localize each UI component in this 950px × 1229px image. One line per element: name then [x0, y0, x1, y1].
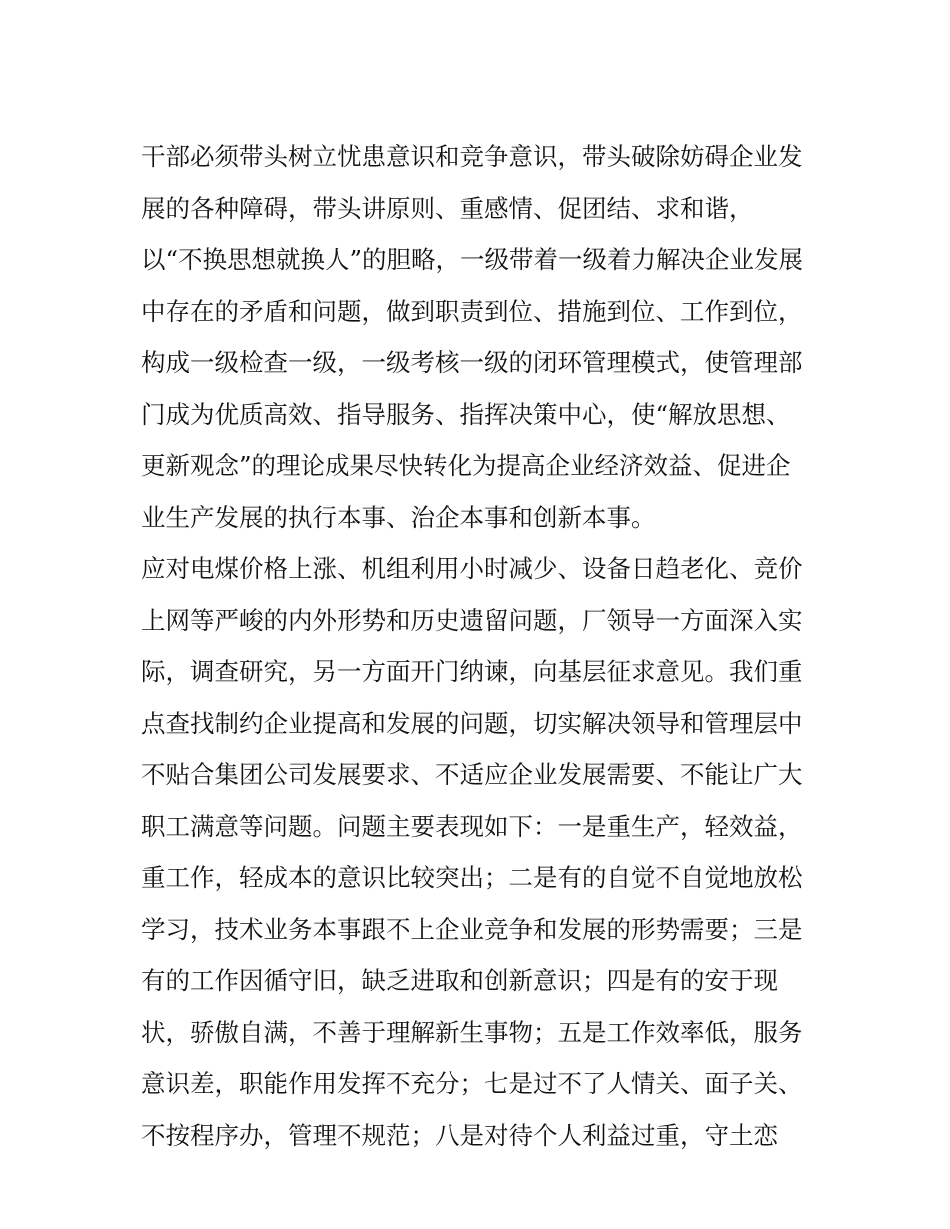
text-line: 有的工作因循守旧，缺乏进取和创新意识；四是有的安于现	[141, 966, 778, 995]
text-line: 构成一级检查一级，一级考核一级的闭环管理模式，使管理部	[141, 348, 803, 377]
text-line: 不按程序办，管理不规范；八是对待个人利益过重，守土恋	[141, 1120, 778, 1150]
text-line: 意识差，职能作用发挥不充分；七是过不了人情关、面子关、	[141, 1069, 803, 1098]
body-text	[141, 131, 821, 1161]
text-line: 重工作，轻成本的意识比较突出；二是有的自觉不自觉地放松	[141, 863, 803, 892]
text-line: 点查找制约企业提高和发展的问题，切实解决领导和管理层中	[141, 708, 803, 738]
text-line: 更新观念”的理论成果尽快转化为提高企业经济效益、促进企	[141, 451, 791, 480]
text-line: 上网等严峻的内外形势和历史遗留问题，厂领导一方面深入实	[141, 605, 803, 635]
text-line: 门成为优质高效、指导服务、指挥决策中心，使“解放思想、	[141, 399, 791, 429]
text-line: 际，调查研究，另一方面开门纳谏，向基层征求意见。我们重	[141, 657, 803, 686]
text-line: 干部必须带头树立忧患意识和竞争意识，带头破除妨碍企业发	[141, 142, 803, 171]
text-line: 业生产发展的执行本事、治企本事和创新本事。	[141, 502, 656, 532]
text-line: 职工满意等问题。问题主要表现如下：一是重生产，轻效益，	[141, 811, 803, 841]
text-line: 以“不换思想就换人”的胆略，一级带着一级着力解决企业发展	[141, 245, 804, 274]
text-line: 展的各种障碍，带头讲原则、重感情、促团结、求和谐，	[141, 193, 754, 223]
text-line: 中存在的矛盾和问题，做到职责到位、措施到位、工作到位，	[141, 296, 803, 326]
text-line: 不贴合集团公司发展要求、不适应企业发展需要、不能让广大	[141, 760, 803, 789]
text-line: 学习，技术业务本事跟不上企业竞争和发展的形势需要；三是	[141, 914, 803, 944]
text-line: 状，骄傲自满，不善于理解新生事物；五是工作效率低，服务	[141, 1017, 803, 1047]
text-line: 应对电煤价格上涨、机组利用小时减少、设备日趋老化、竞价	[141, 554, 803, 583]
